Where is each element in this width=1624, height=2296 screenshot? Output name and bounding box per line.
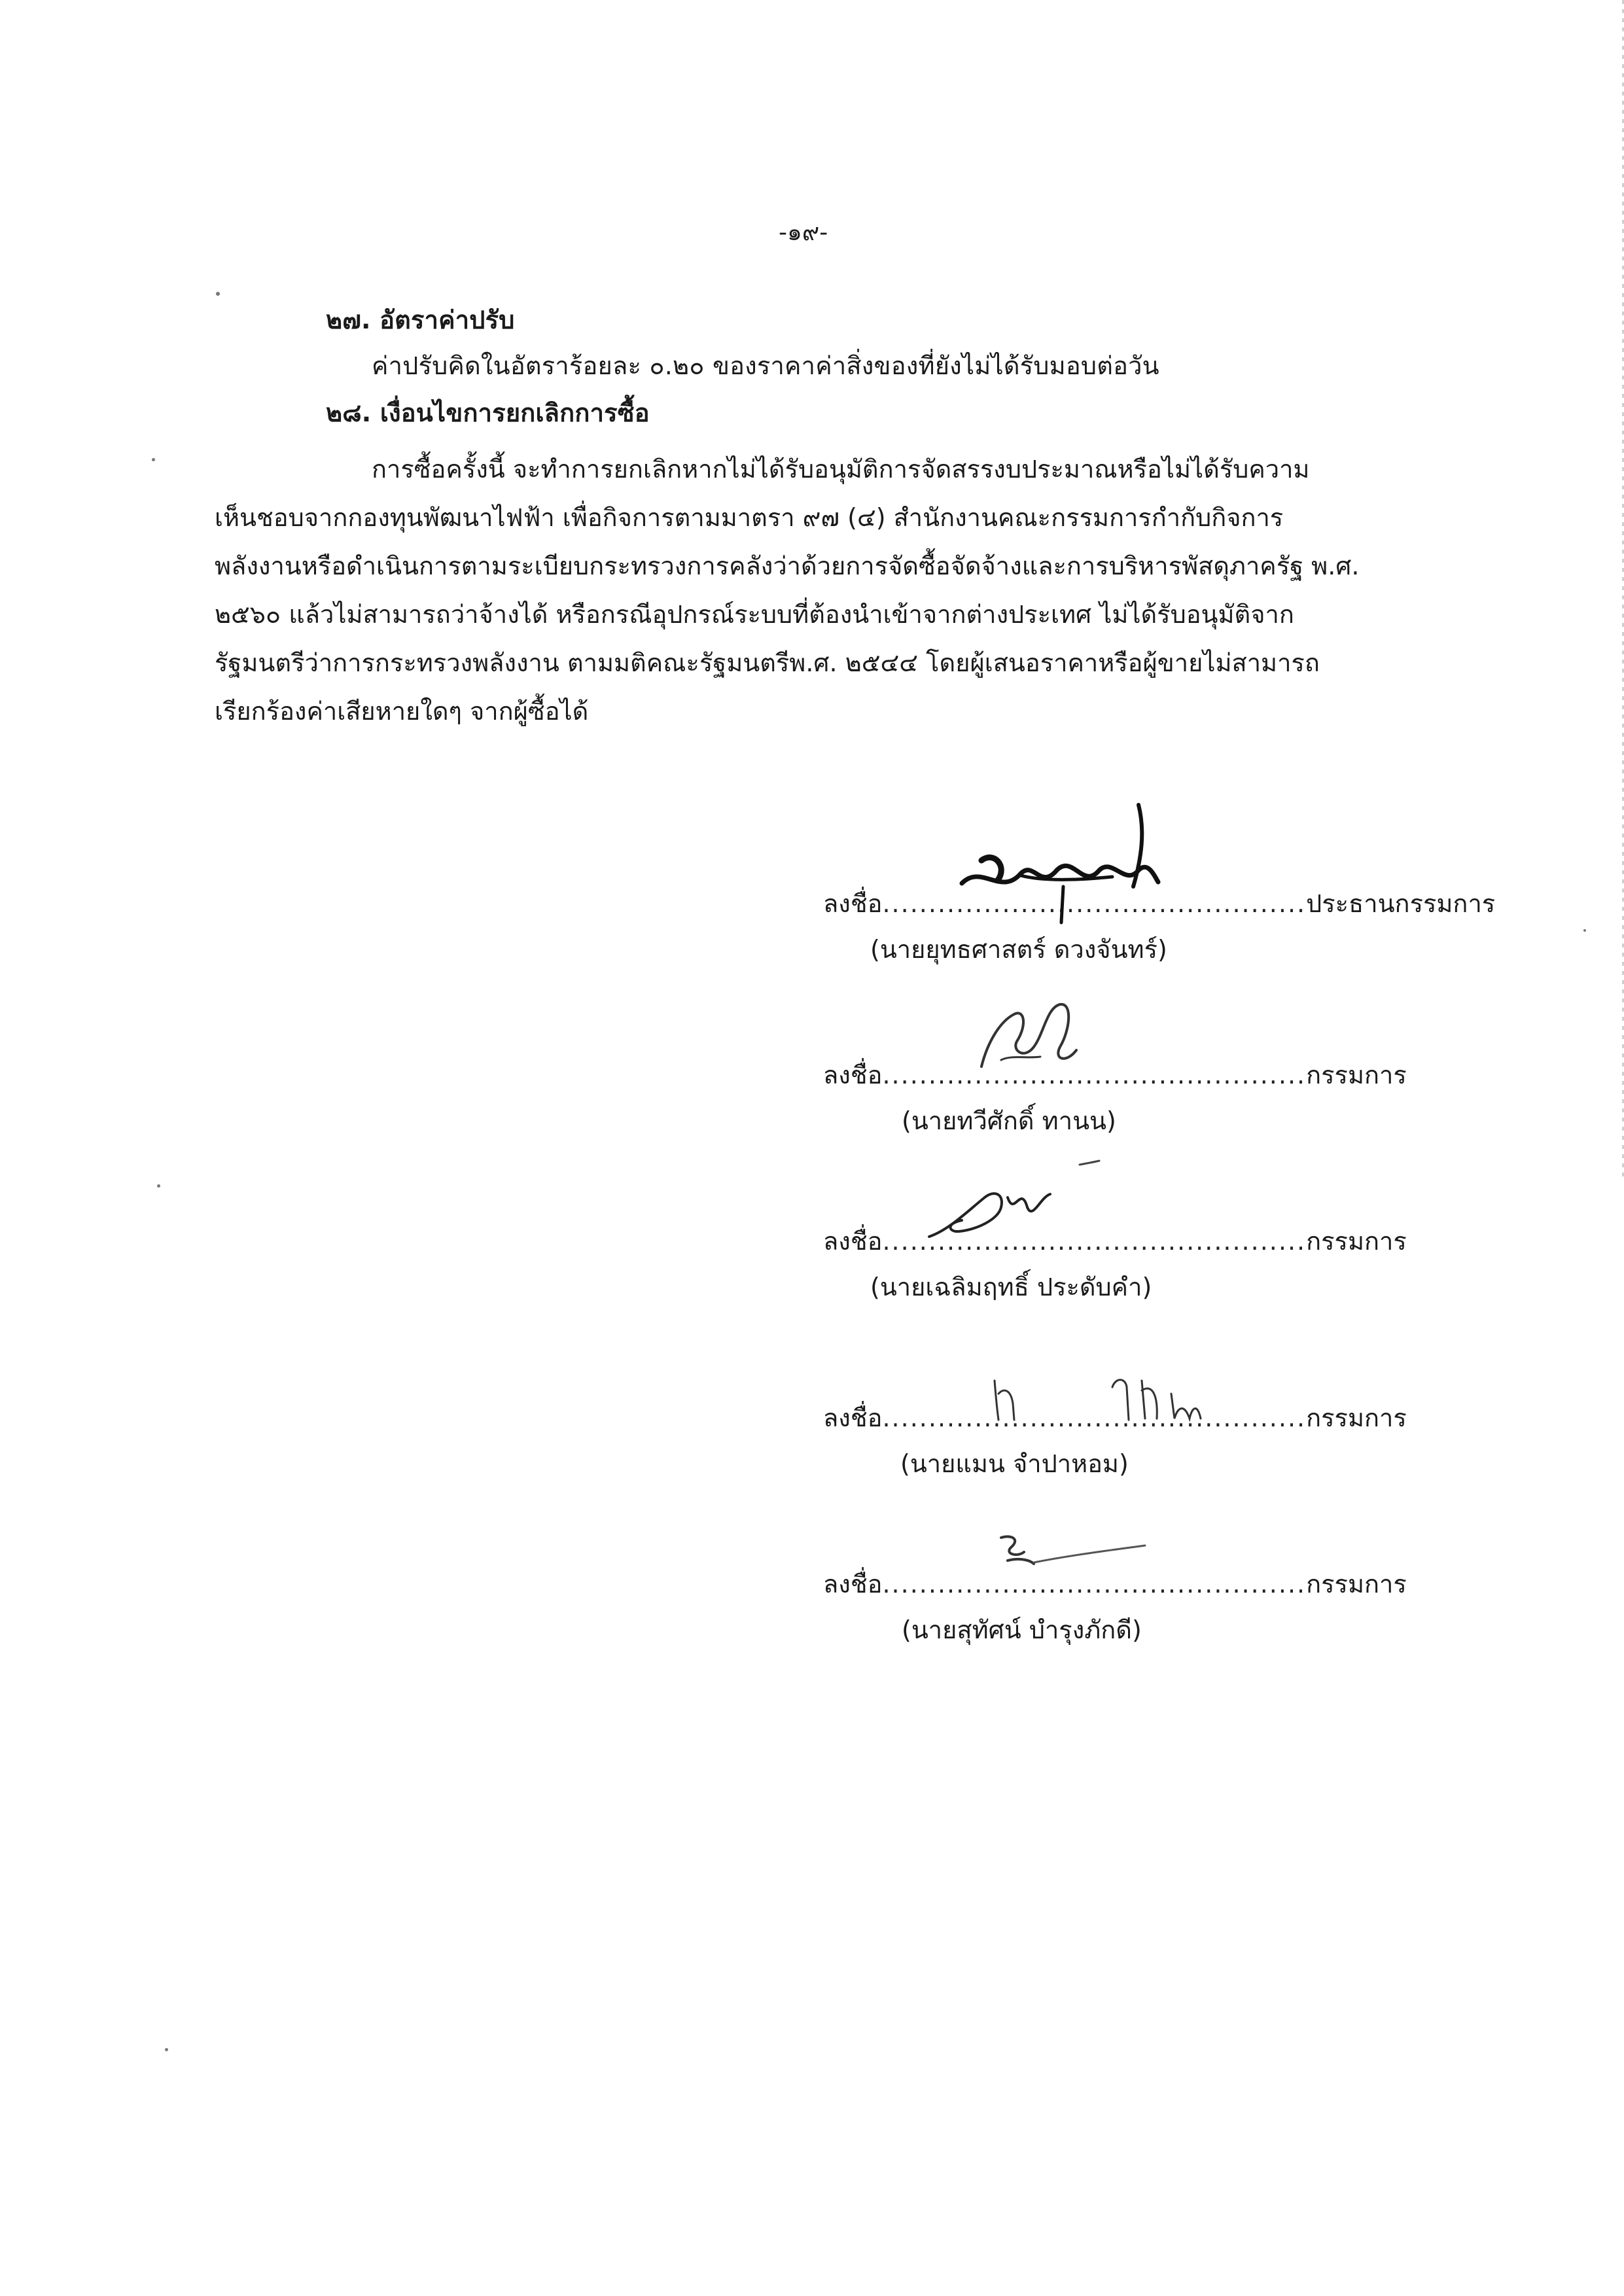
signatory-name: (นายเฉลิมฤทธิ์ ประดับคำ) bbox=[870, 1273, 1152, 1301]
sign-prefix: ลงชื่อ bbox=[823, 1227, 883, 1256]
signatory-name: (นายแมน จำปาหอม) bbox=[900, 1449, 1129, 1478]
sign-role: ประธานกรรมการ bbox=[1306, 889, 1496, 918]
section-28-line: เห็นชอบจากกองทุนพัฒนาไฟฟ้า เพื่อกิจการตามมาตรา ๙๗ (๔) สำนักงานคณะกรรมการกำกับกิจการ bbox=[215, 503, 1284, 532]
signatory-name: (นายสุทัศน์ บำรุงภักดี) bbox=[902, 1616, 1142, 1644]
handwritten-signature-5 bbox=[981, 1525, 1152, 1583]
sign-prefix: ลงชื่อ bbox=[823, 1570, 883, 1598]
scan-speck bbox=[152, 458, 155, 461]
sign-dots: .............................................. bbox=[882, 1061, 1307, 1089]
sign-role: กรรมการ bbox=[1306, 1570, 1407, 1598]
section-28-line: การซื้อครั้งนี้ จะทำการยกเลิกหากไม่ได้รับอนุมัติการจัดสรรงบประมาณหรือไม่ได้รับความ bbox=[372, 455, 1310, 484]
sign-prefix: ลงชื่อ bbox=[823, 1061, 883, 1089]
section-27-body: ค่าปรับคิดในอัตราร้อยละ ๐.๒๐ ของราคาค่าสิ่งของที่ยังไม่ได้รับมอบต่อวัน bbox=[372, 351, 1159, 380]
sign-dots: .............................................. bbox=[882, 1404, 1307, 1432]
scan-speck bbox=[1583, 929, 1586, 932]
handwritten-signature-3 bbox=[923, 1158, 1119, 1256]
signature-line bbox=[823, 1055, 1407, 1095]
handwritten-signature-1 bbox=[942, 798, 1191, 929]
sign-role: กรรมการ bbox=[1306, 1061, 1407, 1089]
handwritten-signature-2 bbox=[962, 995, 1093, 1086]
sign-dots: .............................................. bbox=[882, 1227, 1307, 1256]
sign-prefix: ลงชื่อ bbox=[823, 1404, 883, 1432]
section-28-line: เรียกร้องค่าเสียหายใดๆ จากผู้ซื้อได้ bbox=[215, 697, 589, 726]
sign-role: กรรมการ bbox=[1306, 1404, 1407, 1432]
signatory-name: (นายทวีศักดิ์ ทานน) bbox=[902, 1106, 1116, 1135]
sign-dots: .............................................. bbox=[882, 1570, 1307, 1598]
sign-dots: .............................................. bbox=[882, 889, 1307, 918]
section-28-line: พลังงานหรือดำเนินการตามระเบียบกระทรวงการคลังว่าด้วยการจัดซื้อจัดจ้างและการบริหารพัสดุภาครัฐ พ.ศ. bbox=[215, 552, 1360, 580]
scan-speck bbox=[216, 292, 220, 296]
scan-speck bbox=[157, 1184, 160, 1188]
handwritten-signature-4 bbox=[981, 1368, 1256, 1426]
section-28-heading: ๒๘. เงื่อนไขการยกเลิกการซื้อ bbox=[326, 398, 650, 427]
section-28-line: ๒๕๖๐ แล้วไม่สามารถว่าจ้างได้ หรือกรณีอุปกรณ์ระบบที่ต้องนำเข้าจากต่างประเทศ ไม่ได้รับอนุมัติจาก bbox=[215, 600, 1294, 629]
sign-role: กรรมการ bbox=[1306, 1227, 1407, 1256]
signatory-name: (นายยุทธศาสตร์ ดวงจันทร์) bbox=[870, 935, 1167, 964]
section-28-line: รัฐมนตรีว่าการกระทรวงพลังงาน ตามมติคณะรัฐมนตรีพ.ศ. ๒๕๔๔ โดยผู้เสนอราคาหรือผู้ขายไม่สามารถ bbox=[215, 648, 1320, 677]
scan-speck bbox=[165, 2048, 168, 2051]
sign-prefix: ลงชื่อ bbox=[823, 889, 883, 918]
section-27-heading: ๒๗. อัตราค่าปรับ bbox=[326, 306, 515, 334]
page-number: -๑๙- bbox=[779, 219, 828, 246]
